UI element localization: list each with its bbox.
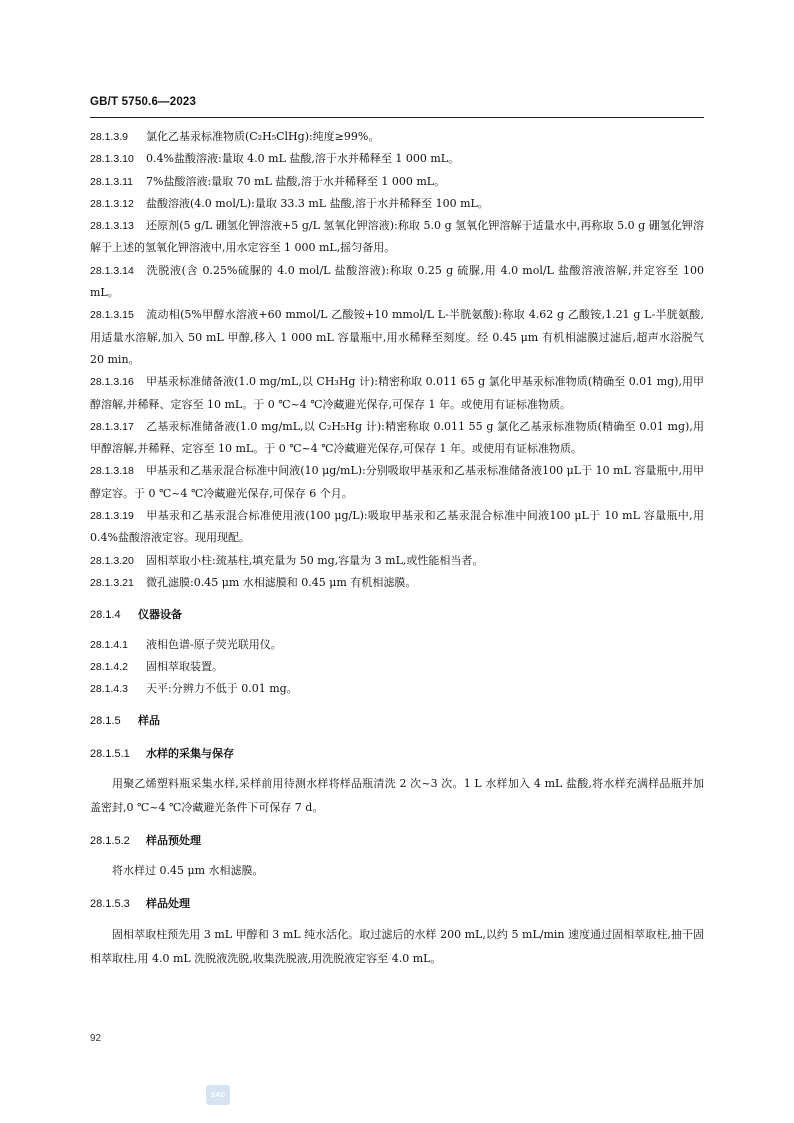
item-number: 28.1.3.12 (90, 197, 134, 210)
paragraph-collection: 用聚乙烯塑料瓶采集水样,采样前用待测水样将样品瓶清洗 2 次~3 次。1 L 水样加入 4 mL 盐酸,将水样充满样品瓶并加盖密封,0 ℃~4 ℃冷藏避光条件下可保存 7 d。 (90, 777, 704, 815)
item-text: 甲基汞和乙基汞混合标准使用液(100 μg/L):吸取甲基汞和乙基汞混合标准中间液100 μL于 10 mL 容量瓶中,用 0.4%盐酸溶液定容。现用现配。 (90, 509, 704, 545)
subsection-heading-processing (90, 893, 704, 915)
list-item (90, 304, 704, 371)
item-text: 液相色谱-原子荧光联用仪。 (146, 637, 282, 651)
standard-number: GB/T 5750.6—2023 (90, 96, 197, 108)
item-text: 固相萃取装置。 (146, 659, 223, 673)
subsection-title: 样品预处理 (146, 835, 201, 848)
section-number: 28.1.5 (90, 715, 121, 728)
item-number: 28.1.3.11 (90, 175, 134, 188)
item-number: 28.1.4.1 (90, 638, 128, 651)
item-number: 28.1.3.16 (90, 376, 134, 389)
section-heading-instruments (90, 604, 704, 626)
paragraph-pretreatment: 将水样过 0.45 μm 水相滤膜。 (112, 864, 264, 878)
list-item (90, 193, 704, 215)
sac-watermark-logo (206, 1085, 230, 1105)
document-body (90, 126, 704, 977)
item-number: 28.1.3.9 (90, 131, 128, 143)
list-item (90, 460, 704, 505)
page-number: 92 (90, 1033, 102, 1044)
subsection-heading-pretreatment (90, 830, 704, 852)
item-number: 28.1.3.18 (90, 465, 134, 478)
list-item (90, 126, 704, 148)
subsection-title: 样品处理 (146, 898, 190, 911)
item-number: 28.1.3.20 (90, 554, 134, 567)
item-number: 28.1.3.17 (90, 420, 134, 433)
section-title: 仪器设备 (138, 609, 182, 622)
header-rule (90, 117, 704, 118)
item-text: 还原剂(5 g/L 硼氢化钾溶液+5 g/L 氢氧化钾溶液):称取 5.0 g 氢氧化钾溶解于适量水中,再称取 5.0 g 硼氢化钾溶解于上述的氢氧化钾溶液中,用水定容至 1 000 mL,摇匀备用。 (90, 219, 704, 255)
item-number: 28.1.3.13 (90, 220, 134, 233)
section-title: 样品 (138, 715, 160, 728)
item-number: 28.1.3.21 (90, 576, 134, 589)
list-item (90, 171, 704, 193)
watermark-text: SAC (210, 1091, 226, 1099)
item-number: 28.1.3.14 (90, 264, 134, 277)
subsection-title: 水样的采集与保存 (146, 747, 234, 760)
item-text: 固相萃取小柱:巯基柱,填充量为 50 mg,容量为 3 mL,或性能相当者。 (146, 553, 484, 567)
item-text: 甲基汞标准储备液(1.0 mg/mL,以 CH₃Hg 计):精密称取 0.011 65 g 氯化甲基汞标准物质(精确至 0.01 mg),用甲醇溶解,并稀释、定容至 10 mL。于 0 ℃~4 ℃冷藏避光保存,可保存 1 年。或使用有证标准物质。 (90, 375, 704, 411)
list-item (90, 634, 704, 656)
item-text: 天平:分辨力不低于 0.01 mg。 (146, 682, 298, 696)
paragraph-processing: 固相萃取柱预先用 3 mL 甲醇和 3 mL 纯水活化。取过滤后的水样 200 mL,以约 5 mL/min 速度通过固相萃取柱,抽干固相萃取柱,用 4.0 mL 洗脱液洗脱,收集洗脱液,用洗脱液定容至 4.0 mL。 (90, 927, 704, 965)
section-heading-sample (90, 710, 704, 732)
item-text: 甲基汞和乙基汞混合标准中间液(10 μg/mL):分别吸取甲基汞和乙基汞标准储备液100 μL于 10 mL 容量瓶中,用甲醇定容。于 0 ℃~4 ℃冷藏避光保存,可保存 6 个月。 (90, 464, 704, 500)
item-text: 0.4%盐酸溶液:量取 4.0 mL 盐酸,溶于水并稀释至 1 000 mL。 (146, 152, 460, 166)
item-text: 盐酸溶液(4.0 mol/L):量取 33.3 mL 盐酸,溶于水并稀释至 100 mL。 (146, 196, 489, 210)
list-item (90, 260, 704, 305)
item-text: 7%盐酸溶液:量取 70 mL 盐酸,溶于水并稀释至 1 000 mL。 (146, 174, 446, 188)
item-number: 28.1.3.15 (90, 309, 134, 322)
subsection-number: 28.1.5.3 (90, 898, 130, 911)
list-item (90, 572, 704, 594)
list-item (90, 371, 704, 416)
item-number: 28.1.4.3 (90, 683, 128, 696)
item-number: 28.1.3.10 (90, 153, 134, 166)
reagent-list (90, 126, 704, 594)
item-text: 乙基汞标准储备液(1.0 mg/mL,以 C₂H₅Hg 计):精密称取 0.011 55 g 氯化乙基汞标准物质(精确至 0.01 mg),用甲醇溶解,并稀释、定容至 10 mL。于 0 ℃~4 ℃冷藏避光保存,可保存 1 年。或使用有证标准物质。 (90, 419, 704, 456)
list-item (90, 416, 704, 461)
item-number: 28.1.3.19 (90, 510, 134, 523)
instrument-list (90, 634, 704, 701)
list-item (90, 550, 704, 572)
list-item (90, 656, 704, 678)
list-item (90, 505, 704, 550)
item-text: 微孔滤膜:0.45 μm 水相滤膜和 0.45 μm 有机相滤膜。 (146, 575, 417, 589)
item-text: 流动相(5%甲醇水溶液+60 mmol/L 乙酸铵+10 mmol/L L-半胱氨酸):称取 4.62 g 乙酸铵,1.21 g L-半胱氨酸,用适量水溶解,加入 50 mL 甲醇,移入 1 000 mL 容量瓶中,用水稀释至刻度。经 0.45 μm 有机相滤膜过滤后,超声水浴脱气 20 min。 (90, 308, 704, 366)
subsection-number: 28.1.5.2 (90, 835, 130, 848)
list-item (90, 215, 704, 260)
list-item (90, 678, 704, 700)
section-number: 28.1.4 (90, 609, 121, 622)
item-number: 28.1.4.2 (90, 660, 128, 673)
item-text: 氯化乙基汞标准物质(C₂H₅ClHg):纯度≥99%。 (146, 130, 380, 143)
list-item (90, 148, 704, 170)
subsection-heading-collection (90, 743, 704, 765)
subsection-number: 28.1.5.1 (90, 747, 130, 760)
item-text: 洗脱液(含 0.25%硫脲的 4.0 mol/L 盐酸溶液):称取 0.25 g 硫脲,用 4.0 mol/L 盐酸溶液溶解,并定容至 100 mL。 (90, 263, 704, 300)
